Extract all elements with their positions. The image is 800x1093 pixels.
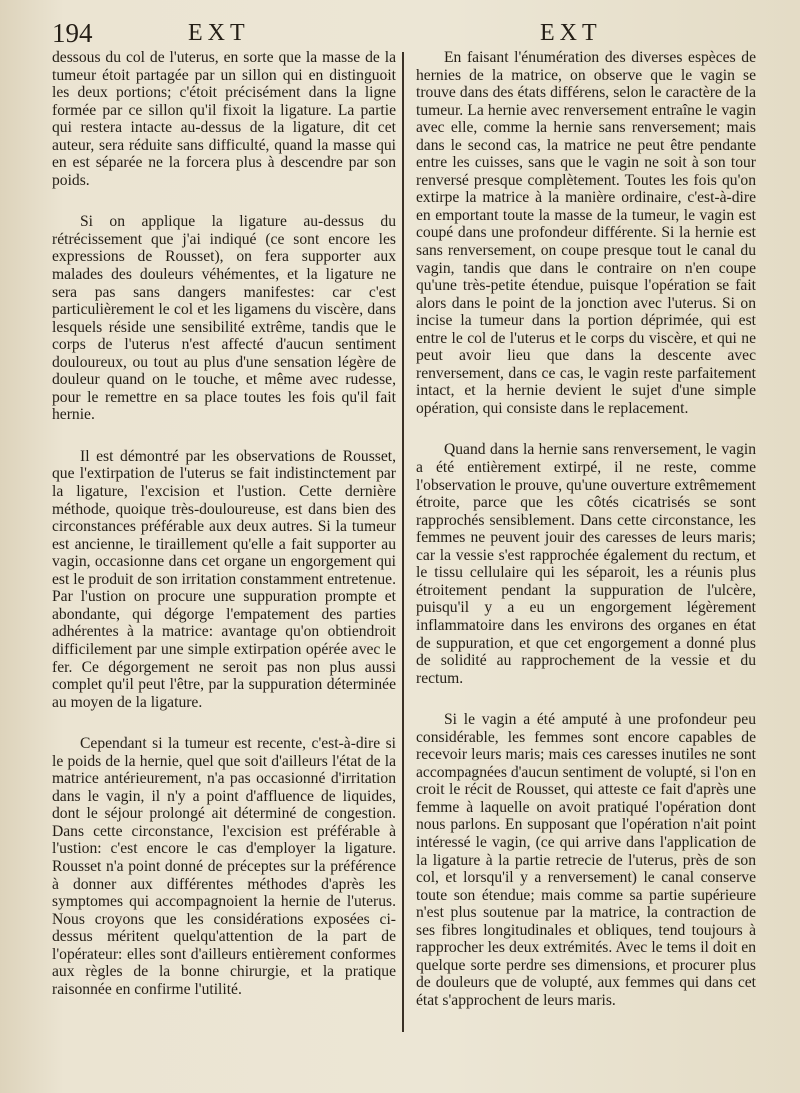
paragraph-left-2: Si on applique la ligature au-dessus du rétrécissement que j'ai indiqué (ce sont encore les expressions de Rousset), on fera supporter aux malades des douleurs véhémentes, et la ligature ne sera pas sans dangers manifestes: car c'est particulièrement le col et les ligamens du viscère, dans lesquels réside une sensibilité extrême, tandis que le corps de l'uterus n'est affecté d'aucun sentiment douloureux, ou tout au plus d'une sensation légère de douleur quand on le touche, et même avec rudesse, pour le remettre en sa place toutes les fois qu'il fait hernie. xyxy=(52,213,396,424)
paragraph-left-4: Cependant si la tumeur est recente, c'est-à-dire si le poids de la hernie, quel que soit d'ailleurs l'état de la matrice antérieurement, n'a pas occasionné d'irritation dans le vagin, il n'y a point d'affluence de liquides, dont le séjour prolongé ait déterminé de congestion. Dans cette circonstance, l'excision est préférable à l'ustion: c'est encore le cas d'employer la ligature. Rousset n'a point donné de préceptes sur la préférence à donner aux différentes méthodes d'après les symptomes qui accompagnoient la hernie de l'uterus. Nous croyons que les considérations exposées ci-dessus méritent quelqu'attention de la part de l'opérateur: elles sont d'ailleurs entièrement conformes aux règles de la bonne chirurgie, et la pratique raisonnée en confirme l'utilité. xyxy=(52,735,396,998)
paragraph-right-2: Quand dans la hernie sans renversement, le vagin a été entièrement extirpé, il ne reste, comme l'observation le prouve, qu'une ouverture extrêmement étroite, parce que les côtés cicatrisés se sont rapprochés sensiblement. Dans cette circonstance, les femmes ne peuvent jouir des caresses de leurs maris; car la vessie s'est rapprochée également du rectum, et le tissu cellulaire qui les séparoit, les a réunis plus étroitement pendant la suppuration de l'ulcère, puisqu'il y a eu un engorgement légèrement inflammatoire dans les environs des organes en état de suppuration, et que cet engorgement a donné plus de solidité au rapprochement de la vessie et du rectum. xyxy=(416,441,756,687)
running-title-left: EXT xyxy=(188,20,250,46)
paragraph-right-1: En faisant l'énumération des diverses espèces de hernies de la matrice, on observe que le vagin se trouve dans des états différens, selon le caractère de la tumeur. La hernie avec renversement entraîne le vagin avec elle, comme la hernie sans renversement; mais dans le second cas, la matrice ne peut être pendante entre les cuisses, sans que le vagin ne soit à son tour renversé presque complètement. Toutes les fois qu'on extirpe la matrice à la manière ordinaire, c'est-à-dire en emportant toute la masse de la tumeur, le vagin est coupé dans une profondeur différente. Si la hernie est sans renversement, on coupe presque tout le canal du vagin, tandis que dans le contraire on n'en coupe qu'une très-petite étendue, puisque l'opération se fait alors dans le point de la jonction avec l'uterus. Si on incise la tumeur dans la portion déprimée, qui est entre le col de l'uterus et le corps du viscère, et qui ne peut avoir lieu que dans la descente avec renversement, dans ce cas, le vagin reste parfaitement intact, et la hernie devient le sujet d'une simple opération, qui consiste dans le replacement. xyxy=(416,49,756,417)
paragraph-left-1: dessous du col de l'uterus, en sorte que la masse de la tumeur étoit partagée par un sillon qui en distinguoit les deux portions; c'étoit précisément dans la ligne formée par ce sillon qu'il fixoit la ligature. La partie qui restera intacte au-dessus de la ligature, dit cet auteur, sera réduite sans difficulté, quand la masse qui en est séparée ne la forcera plus à descendre par son poids. xyxy=(52,49,396,189)
running-title-right: EXT xyxy=(540,20,602,46)
right-column xyxy=(416,49,756,1009)
paragraph-right-3: Si le vagin a été amputé à une profondeur peu considérable, les femmes sont encore capables de recevoir leurs maris; mais ces caresses inutiles ne sont accompagnées d'aucun sentiment de volupté, si l'on en croit le récit de Rousset, qui atteste ce fait d'après une femme à laquelle on avoit pratiqué l'opération dont nous parlons. En supposant que l'opération n'ait point intéressé le vagin, (ce qui arrive dans l'application de la ligature à la partie retrecie de l'uterus, près de son col, et lorsqu'il y a renversement) le canal conserve toute son étendue; mais comme sa partie supérieure n'est plus soutenue par la matrice, la contraction de ses fibres longitudinales et obliques, tend toujours à rapprocher les deux extrémités. Avec le tems il doit en quelque sorte perdre ses dimensions, et procurer plus de douleurs que de volupté, aux femmes qui dans cet état s'approchent de leurs maris. xyxy=(416,711,756,1009)
page-header xyxy=(52,18,620,48)
paragraph-left-3: Il est démontré par les observations de Rousset, que l'extirpation de l'uterus se fait indistinctement par la ligature, l'excision et l'ustion. Cette dernière méthode, quoique très-douloureuse, est dans bien des circonstances préférable aux deux autres. Si la tumeur est ancienne, le tiraillement qu'elle a fait supporter au vagin, occasionne dans cet organe un engorgement qui est le produit de son irritation constamment entretenue. Par l'ustion on procure une suppuration prompte et abondante, qui dégorge l'empatement des parties adhérentes à la matrice: avantage qu'on obtiendroit difficilement par une simple extirpation opérée avec le fer. Ce dégorgement ne seroit pas non plus aussi complet qu'il peut l'être, par la suppuration déterminée au moyen de la ligature. xyxy=(52,447,396,711)
column-divider xyxy=(402,52,404,1032)
left-column xyxy=(52,49,396,998)
page-number: 194 xyxy=(52,18,93,48)
